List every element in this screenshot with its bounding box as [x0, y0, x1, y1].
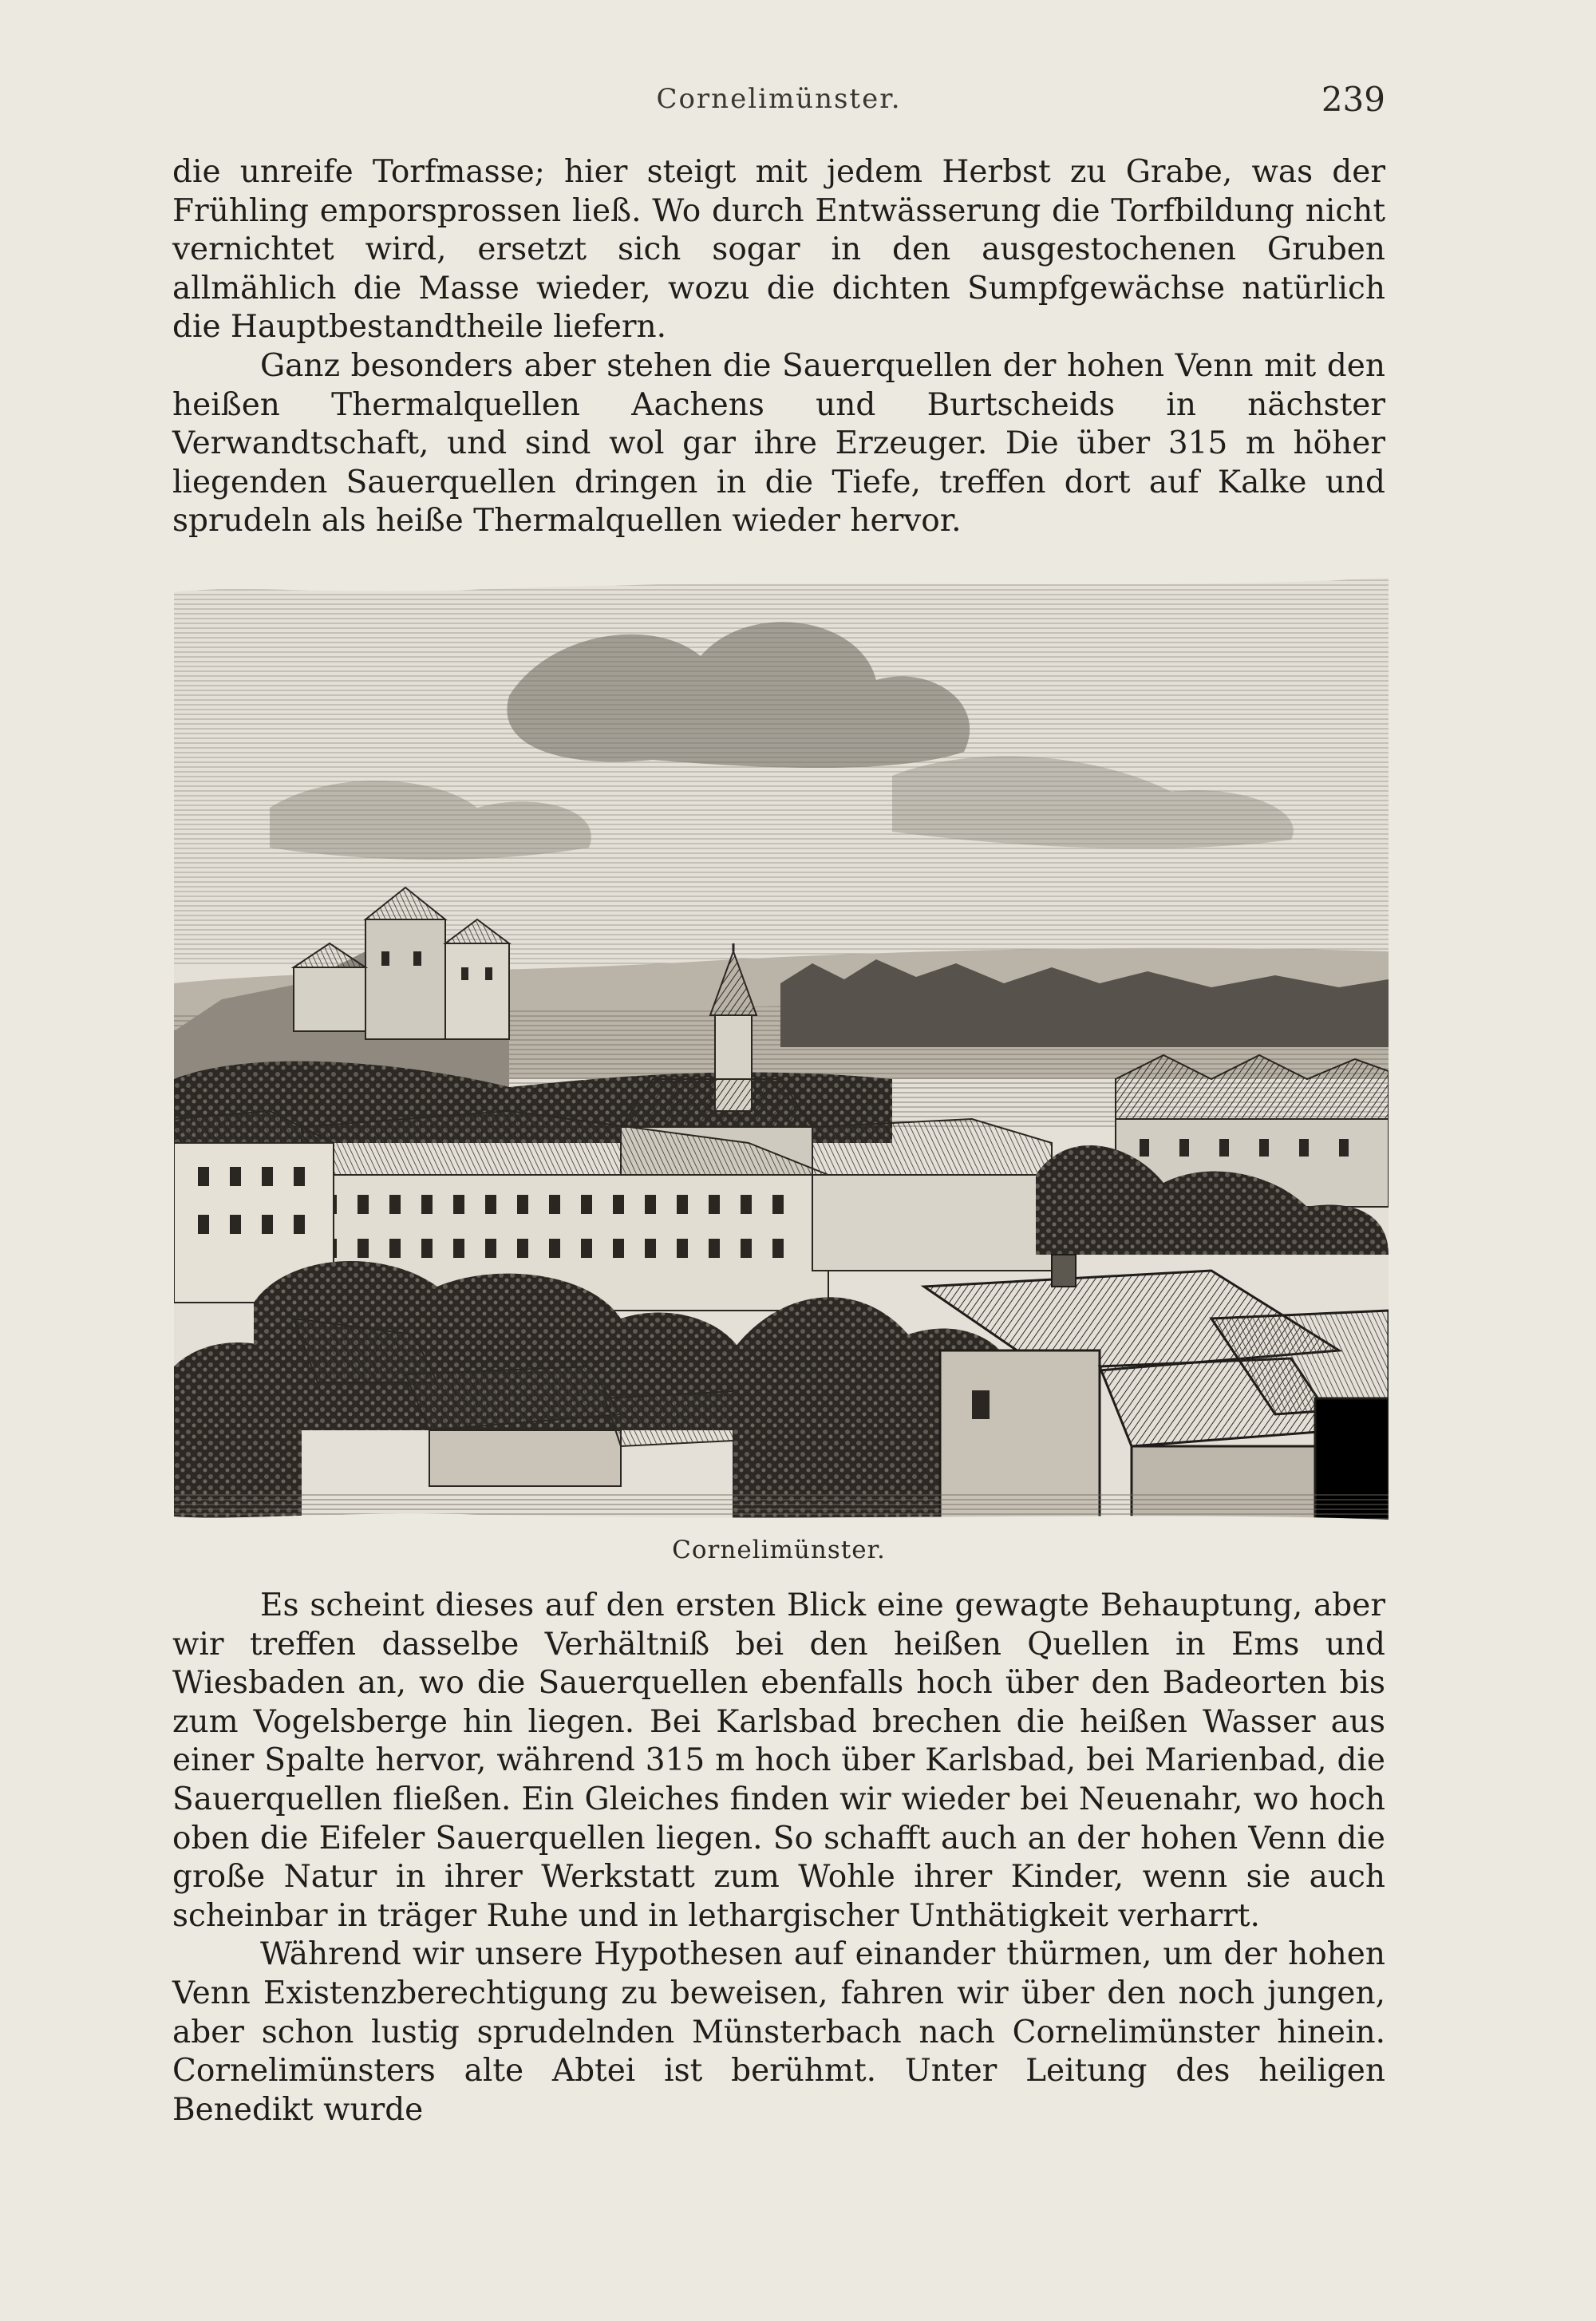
- paragraph: Während wir unsere Hypothesen auf einander thürmen, um der hohen Venn Existenzberechtigung zu beweisen, fahren wir über den noch jungen, aber schon lustig sprudelnden Münsterbach nach Cornelimünster hinein. Cornelimünsters alte Abtei ist berühmt. Unter Leitung des heiligen Benedikt wurde: [172, 1936, 1385, 2128]
- paragraph: Es scheint dieses auf den ersten Blick eine gewagte Behauptung, aber wir treffen dasselbe Verhältniß bei den heißen Quellen in Ems und Wiesbaden an, wo die Sauerquellen ebenfalls hoch über den Badeorten bis zum Vogelsberge hin liegen. Bei Karlsbad brechen die heißen Wasser aus einer Spalte hervor, während 315 m hoch über Karlsbad, bei Marienbad, die Sauerquellen fließen. Ein Gleiches finden wir wieder bei Neuenahr, wo hoch oben die Eifeler Sauerquellen liegen. So schafft auch an der hohen Venn die große Natur in ihrer Werkstatt zum Wohle ihrer Kinder, wenn sie auch scheinbar in träger Ruhe und in lethargischer Unthätigkeit verharrt.: [172, 1588, 1385, 1934]
- paragraph: Ganz besonders aber stehen die Sauerquellen der hohen Venn mit den heißen Thermalquellen Aachens und Burtscheids in nächster Verwandtschaft, und sind wol gar ihre Erzeuger. Die über 315 m höher liegenden Sauerquellen dringen in die Tiefe, treffen dort auf Kalke und sprudeln als heiße Thermalquellen wieder hervor.: [172, 347, 1385, 540]
- figure-caption: Cornelimünster.: [672, 1536, 886, 1564]
- engraving-town-view-icon: [174, 568, 1389, 1526]
- text-block-top: [172, 153, 1385, 541]
- engraving-figure: [174, 568, 1389, 1526]
- running-title: Cornelimünster.: [656, 83, 902, 115]
- text-block-bottom: [172, 1587, 1385, 2129]
- page-header: [172, 80, 1385, 131]
- paragraph: die unreife Torfmasse; hier steigt mit jedem Herbst zu Grabe, was der Frühling emporsprossen ließ. Wo durch Entwässerung die Torfbildung nicht vernichtet wird, ersetzt sich sogar in den ausgestochenen Gruben allmählich die Masse wieder, wozu die dichten Sumpfgewächse natürlich die Hauptbestandtheile liefern.: [172, 154, 1385, 346]
- page-number: 239: [1321, 80, 1385, 119]
